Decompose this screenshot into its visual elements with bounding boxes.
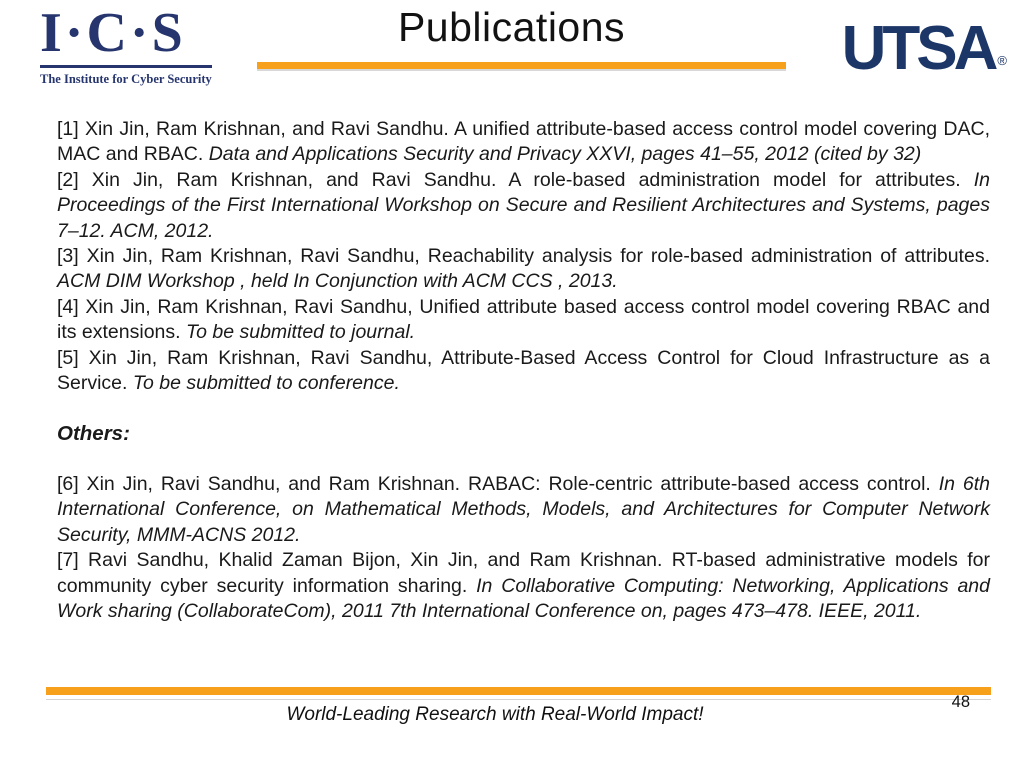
publication-item — [57, 244, 990, 295]
utsa-logo — [841, 14, 1007, 83]
publication-venue-text: In 6th International Conference, on Mathematical Methods, Models, and Architectures for Computer Network Security, MMM-ACNS 2012. — [57, 472, 990, 546]
page-number: 48 — [951, 693, 970, 711]
publication-item — [57, 168, 990, 244]
publication-venue-text: Data and Applications Security and Privacy XXVI, pages 41–55, 2012 (cited by 32) — [208, 143, 922, 166]
publication-citation-text: [1] Xin Jin, Ram Krishnan, and Ravi Sandhu. A unified attribute-based access control model covering DAC, MAC and RBAC. — [57, 118, 990, 166]
publication-citation-text: [4] Xin Jin, Ram Krishnan, Ravi Sandhu, Unified attribute based access control model covering RBAC and its extensions. — [57, 295, 990, 344]
ics-logo-tagline: The Institute for Cyber Security — [40, 71, 212, 86]
ics-logo-rule — [40, 65, 212, 68]
others-heading: Others: — [57, 422, 130, 446]
footer-tagline: World-Leading Research with Real-World Impact! — [286, 704, 704, 725]
publications-list — [57, 117, 990, 624]
publication-item — [57, 295, 990, 346]
ics-logo-acronym: I·C·S — [40, 2, 186, 64]
publication-citation-text: [6] Xin Jin, Ravi Sandhu, and Ram Krishnan. RABAC: Role-centric attribute-based access control. — [57, 472, 939, 495]
publication-citation-text: [3] Xin Jin, Ram Krishnan, Ravi Sandhu, Reachability analysis for role-based administration of attributes. — [57, 245, 990, 268]
title-accent-rule — [257, 62, 786, 69]
publication-venue-text: To be submitted to journal. — [185, 321, 416, 344]
footer-accent-rule — [46, 687, 991, 695]
utsa-registered-mark: ® — [997, 53, 1007, 68]
publication-item — [57, 472, 990, 548]
publication-venue-text: In Collaborative Computing: Networking, Applications and Work sharing (CollaborateCom), 2011 7th International Conference on, pages 473–478. IEEE, 2011. — [57, 574, 990, 622]
publication-item — [57, 346, 990, 397]
publication-item — [57, 117, 990, 168]
utsa-logo-wordmark: UTSA — [841, 14, 995, 83]
publication-citation-text: [2] Xin Jin, Ram Krishnan, and Ravi Sandhu. A role-based administration model for attributes. — [57, 168, 974, 191]
publication-item — [57, 548, 990, 624]
publication-citation-text: [5] Xin Jin, Ram Krishnan, Ravi Sandhu, Attribute-Based Access Control for Cloud Infrastructure as a Service. — [57, 346, 990, 395]
publication-citation-text: [7] Ravi Sandhu, Khalid Zaman Bijon, Xin Jin, and Ram Krishnan. RT-based administrative models for community cyber security information sharing. — [57, 549, 990, 597]
publication-venue-text: In Proceedings of the First International Workshop on Secure and Resilient Architectures and Systems, pages 7–12. ACM, 2012. — [57, 168, 990, 242]
publication-venue-text: ACM DIM Workshop , held In Conjunction with ACM CCS , 2013. — [57, 270, 618, 293]
page-title: Publications — [397, 4, 626, 50]
footer-thin-rule — [46, 699, 991, 700]
publication-venue-text: To be submitted to conference. — [132, 372, 400, 395]
